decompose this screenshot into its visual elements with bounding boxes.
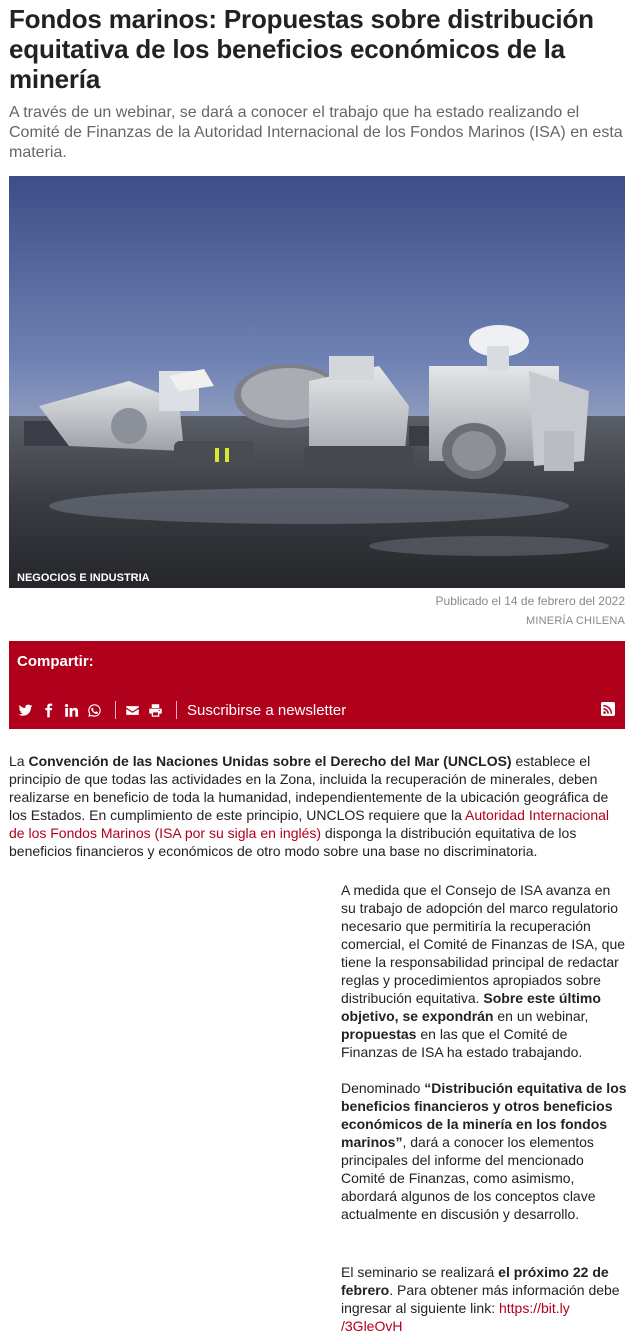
body-paragraph-2 (341, 881, 627, 1061)
bold-text: Sobre este último objetivo, se expondrán (341, 990, 601, 1024)
text: disponga la distribución equitativa de los beneficios financieros y económicos de otro modo sobre una base no discriminatoria. (9, 825, 577, 859)
divider (176, 701, 177, 719)
date-bold: el próximo 22 de febrero (341, 1264, 609, 1298)
text: , dará a conocer los elementos principales del informe del mencionado Comité de Finanzas, como asimismo, abordará algunos de los conceptos clave actualmente en discusión y desarrollo. (341, 1134, 596, 1222)
text: en las que el Comité de Finanzas de ISA ha estado trabajando. (341, 1026, 583, 1060)
body-paragraph-4 (341, 1263, 627, 1335)
facebook-icon[interactable] (40, 702, 57, 719)
linkedin-icon[interactable] (63, 702, 80, 719)
text: A medida que el Consejo de ISA avanza en su trabajo de adopción del marco regulatorio necesario que permitiría la recuperación comercial, el Comité de Finanzas de ISA, que tiene la responsabilidad principal de redactar reglas y procedimientos apropiados sobre distribución equitativa. (341, 882, 626, 1006)
bitly-link[interactable]: https://bit.ly /3GleOvH (341, 1300, 570, 1334)
article-title: Fondos marinos: Propuestas sobre distribución equitativa de los beneficios económicos de la minería (9, 4, 594, 94)
category-label[interactable]: NEGOCIOS E INDUSTRIA (17, 572, 150, 584)
text: establece el principio de que todas las actividades en la Zona, incluida la recuperación de minerales, deben realizarse en beneficio de toda la humanidad, independientemente de la ubicación geográfica de los Estados. En cumplimiento de este principio, UNCLOS requiere que la (9, 753, 609, 823)
body-paragraph-3 (341, 1079, 627, 1223)
body-paragraph-1 (9, 752, 625, 860)
share-bar (9, 641, 625, 729)
isa-link[interactable]: Autoridad Internacional de los Fondos Marinos (ISA por su sigla en inglés) (9, 807, 610, 841)
divider (115, 701, 116, 719)
share-label: Compartir: (17, 653, 94, 670)
twitter-icon[interactable] (17, 702, 34, 719)
newsletter-link[interactable]: Suscribirse a newsletter (187, 701, 347, 719)
mining-machines-photo (9, 176, 625, 588)
article-subtitle: A través de un webinar, se dará a conocer el trabajo que ha estado realizando el Comité de Finanzas de la Autoridad Internacional de los Fondos Marinos (ISA) en esta materia. (9, 104, 623, 161)
email-icon[interactable] (124, 702, 141, 719)
text: en un webinar, (493, 1008, 589, 1024)
text: Denominado (341, 1080, 425, 1096)
unclos-bold: Convención de las Naciones Unidas sobre el Derecho del Mar (UNCLOS) (28, 753, 512, 769)
bold-text: propuestas (341, 1026, 417, 1042)
source-label: MINERÍA CHILENA (526, 615, 625, 627)
hero-image[interactable] (9, 176, 625, 588)
rss-icon[interactable] (601, 702, 615, 716)
share-row (17, 700, 346, 720)
text: El seminario se realizará (341, 1264, 499, 1280)
text: La (9, 753, 29, 769)
whatsapp-icon[interactable] (86, 702, 103, 719)
text: . Para obtener más información debe ingresar al siguiente link: (341, 1282, 620, 1316)
publish-date: Publicado el 14 de febrero del 2022 (435, 594, 625, 608)
print-icon[interactable] (147, 702, 164, 719)
webinar-title-bold: “Distribución equitativa de los beneficios financieros y otros beneficios económicos de la minería en los fondos marinos” (341, 1080, 627, 1150)
